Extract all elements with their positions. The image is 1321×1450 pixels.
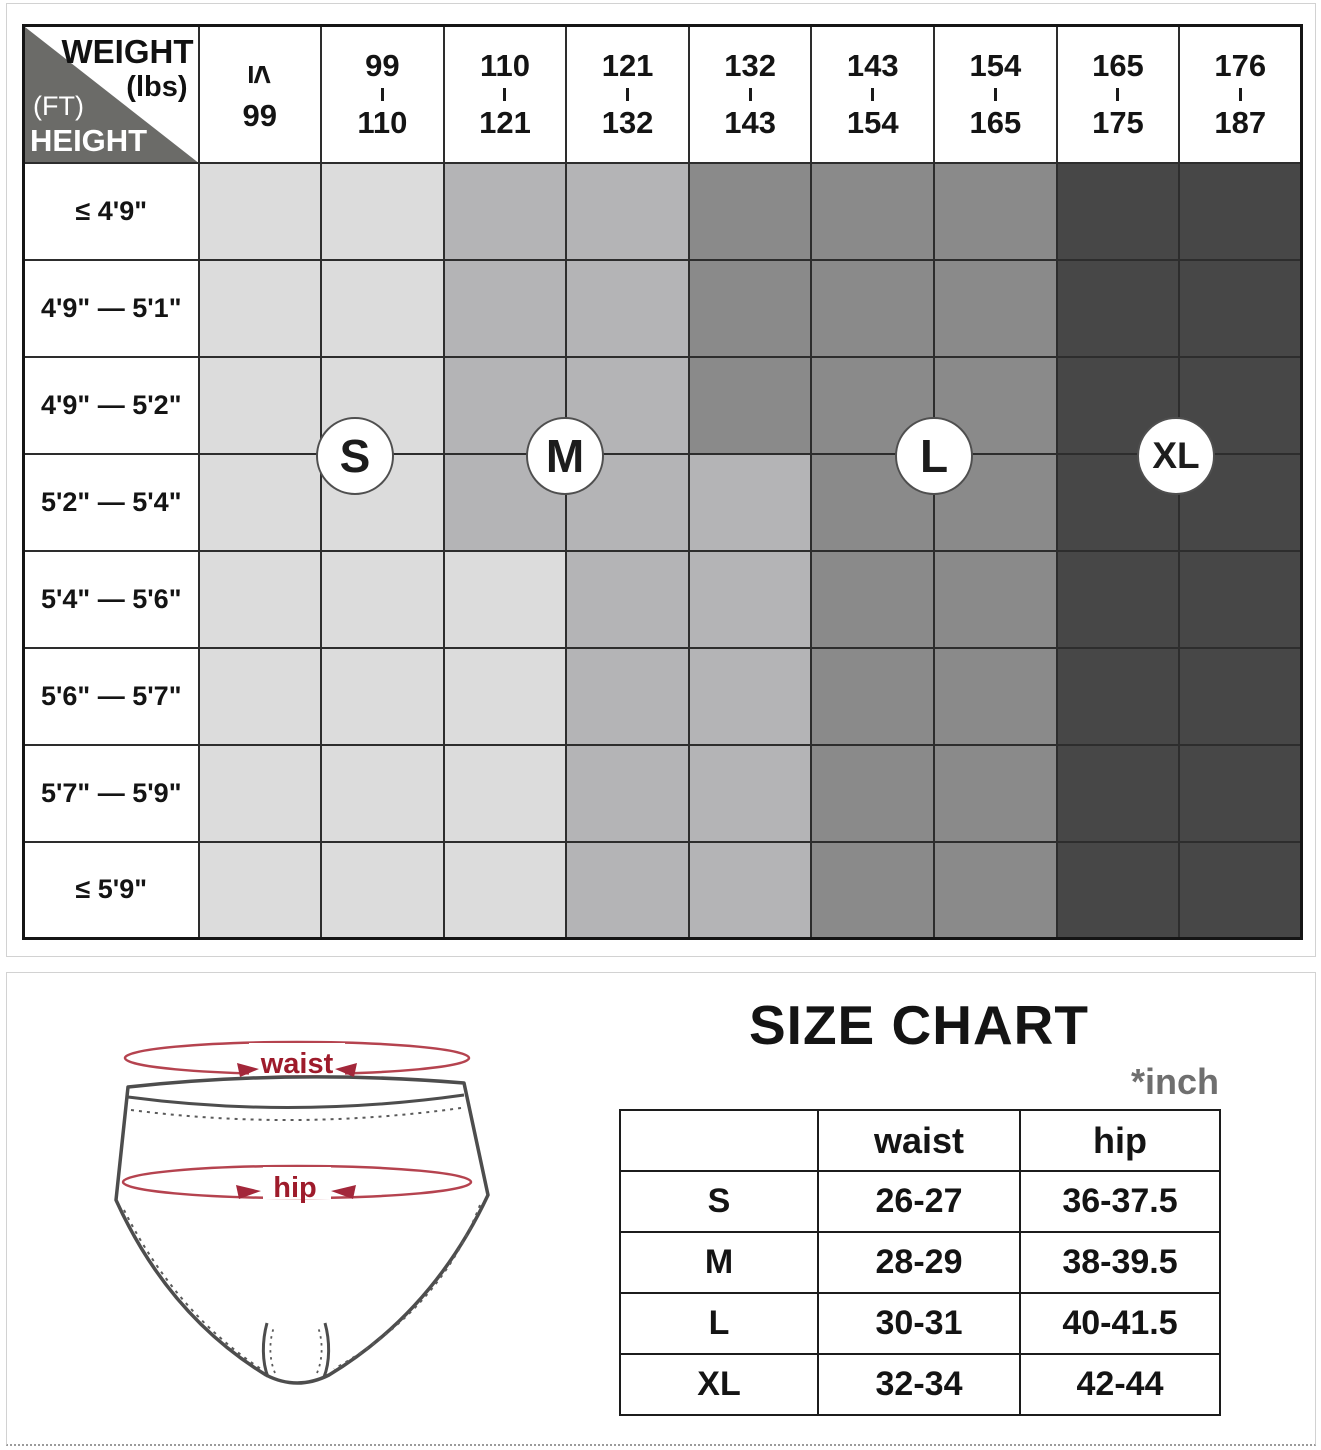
grid-cell-size-M [566, 163, 689, 260]
column-header-blank [620, 1110, 818, 1171]
grid-cell-size-S [444, 551, 567, 648]
weight-header-row [24, 26, 1302, 163]
range-dash [381, 88, 384, 101]
size-marker-L: L [895, 417, 973, 495]
weight-range-high: 187 [1214, 104, 1267, 140]
grid-cell-size-S [321, 648, 444, 745]
weight-column-header-1 [199, 26, 322, 163]
size-row-XL [620, 1354, 1220, 1415]
brief-outline [116, 1077, 488, 1383]
weight-column-header-4 [566, 26, 689, 163]
grid-cell-size-S [444, 745, 567, 842]
waist-value: 30-31 [818, 1293, 1020, 1354]
grid-cell-size-M [444, 260, 567, 357]
height-axis-label: HEIGHT [30, 122, 148, 158]
grid-cell-size-S [199, 551, 322, 648]
grid-cell-size-L [811, 260, 934, 357]
grid-cell-size-XL [1057, 648, 1180, 745]
grid-cell-size-S [199, 745, 322, 842]
size-marker-XL: XL [1137, 417, 1215, 495]
waist-value: 26-27 [818, 1171, 1020, 1232]
grid-cell-size-XL [1179, 163, 1302, 260]
height-row-header: ≤ 4'9" [24, 163, 199, 260]
grid-cell-size-S [321, 260, 444, 357]
column-header-waist: waist [818, 1110, 1020, 1171]
range-dash [1239, 88, 1242, 101]
height-row-1 [24, 163, 1302, 260]
grid-cell-size-L [934, 745, 1057, 842]
grid-cell-size-M [689, 454, 812, 551]
grid-cell-size-S [199, 648, 322, 745]
size-label: S [620, 1171, 818, 1232]
height-axis-unit: (FT) [33, 91, 84, 121]
grid-cell-size-XL [1179, 551, 1302, 648]
hip-value: 40-41.5 [1020, 1293, 1220, 1354]
grid-cell-size-L [811, 648, 934, 745]
weight-column-header-3 [444, 26, 567, 163]
grid-cell-size-XL [1179, 745, 1302, 842]
weight-range-low: 143 [846, 47, 899, 83]
grid-cell-size-S [321, 163, 444, 260]
weight-range-low: 165 [1092, 47, 1144, 83]
weight-range-high: 175 [1092, 104, 1144, 140]
size-label: M [620, 1232, 818, 1293]
underwear-diagram [91, 1025, 531, 1415]
grid-cell-size-XL [1057, 745, 1180, 842]
height-row-header: ≤ 5'9" [24, 842, 199, 939]
leq-symbol: ≤ [241, 64, 280, 84]
weight-column-header-7 [934, 26, 1057, 163]
size-chart-panel [6, 972, 1316, 1446]
weight-range-low: 99 [365, 47, 400, 83]
grid-cell-size-S [321, 745, 444, 842]
height-row-2 [24, 260, 1302, 357]
measurement-table [619, 1109, 1221, 1416]
range-dash [626, 88, 629, 101]
grid-cell-size-L [811, 163, 934, 260]
grid-cell-size-M [566, 260, 689, 357]
weight-range-low: 176 [1214, 47, 1267, 83]
weight-range-high: 154 [846, 104, 899, 140]
waist-value: 28-29 [818, 1232, 1020, 1293]
size-label: XL [620, 1354, 818, 1415]
grid-cell-size-L [934, 551, 1057, 648]
grid-cell-size-M [566, 745, 689, 842]
weight-range-high: 99 [242, 97, 278, 133]
grid-cell-size-XL [1179, 648, 1302, 745]
grid-cell-size-M [689, 551, 812, 648]
grid-cell-size-S [199, 163, 322, 260]
height-row-header: 5'6" — 5'7" [24, 648, 199, 745]
grid-cell-size-M [566, 648, 689, 745]
height-row-4 [24, 454, 1302, 551]
weight-axis-unit: (lbs) [126, 71, 188, 103]
measurement-header-row [620, 1110, 1220, 1171]
grid-cell-size-S [321, 842, 444, 939]
waist-value: 32-34 [818, 1354, 1020, 1415]
grid-cell-size-L [811, 551, 934, 648]
grid-cell-size-L [811, 842, 934, 939]
range-dash [503, 88, 506, 101]
height-row-3 [24, 357, 1302, 454]
hip-label: hip [273, 1172, 317, 1204]
grid-cell-size-M [689, 745, 812, 842]
size-marker-S: S [316, 417, 394, 495]
range-dash [994, 88, 997, 101]
size-marker-M: M [526, 417, 604, 495]
weight-range-low: 154 [969, 47, 1022, 83]
grid-cell-size-S [444, 842, 567, 939]
grid-cell-size-XL [1179, 260, 1302, 357]
weight-range-high: 110 [357, 104, 408, 140]
range-dash [749, 88, 752, 101]
grid-cell-size-S [199, 842, 322, 939]
size-label: L [620, 1293, 818, 1354]
grid-cell-size-S [444, 648, 567, 745]
grid-cell-size-L [811, 745, 934, 842]
grid-cell-size-S [199, 357, 322, 454]
height-weight-table [22, 24, 1303, 940]
grid-cell-size-XL [1057, 163, 1180, 260]
grid-cell-size-S [199, 260, 322, 357]
grid-cell-size-L [934, 842, 1057, 939]
grid-cell-size-L [689, 260, 812, 357]
weight-column-header-6 [811, 26, 934, 163]
height-row-header: 5'2" — 5'4" [24, 454, 199, 551]
grid-cell-size-M [444, 163, 567, 260]
weight-range-high: 165 [969, 104, 1022, 140]
weight-column-header-5 [689, 26, 812, 163]
grid-cell-size-S [321, 551, 444, 648]
weight-column-header-2 [321, 26, 444, 163]
grid-cell-size-M [566, 842, 689, 939]
hip-value: 42-44 [1020, 1354, 1220, 1415]
weight-range-low: 121 [601, 47, 654, 83]
grid-cell-size-S [199, 454, 322, 551]
grid-cell-size-XL [1057, 842, 1180, 939]
column-header-hip: hip [1020, 1110, 1220, 1171]
grid-cell-size-XL [1057, 260, 1180, 357]
waist-label: waist [260, 1048, 334, 1080]
weight-range-high: 143 [724, 104, 777, 140]
hip-value: 36-37.5 [1020, 1171, 1220, 1232]
hip-value: 38-39.5 [1020, 1232, 1220, 1293]
height-row-7 [24, 745, 1302, 842]
grid-cell-size-M [689, 648, 812, 745]
grid-cell-size-L [934, 260, 1057, 357]
grid-cell-size-L [934, 648, 1057, 745]
height-row-8 [24, 842, 1302, 939]
height-row-header: 4'9" — 5'2" [24, 357, 199, 454]
grid-cell-size-M [689, 842, 812, 939]
height-row-header: 5'4" — 5'6" [24, 551, 199, 648]
weight-column-header-9 [1179, 26, 1302, 163]
weight-range-low: 110 [479, 47, 530, 83]
size-chart-title: SIZE CHART [749, 994, 1089, 1056]
size-row-M [620, 1232, 1220, 1293]
grid-cell-size-M [566, 551, 689, 648]
range-dash [871, 88, 874, 101]
unit-note: *inch [1130, 1061, 1219, 1102]
height-row-header: 4'9" — 5'1" [24, 260, 199, 357]
height-row-6 [24, 648, 1302, 745]
grid-cell-size-L [689, 357, 812, 454]
corner-header-cell [24, 26, 199, 163]
grid-cell-size-L [689, 163, 812, 260]
weight-range-high: 132 [601, 104, 654, 140]
height-row-5 [24, 551, 1302, 648]
height-weight-panel [6, 3, 1316, 957]
grid-cell-size-L [934, 163, 1057, 260]
size-row-L [620, 1293, 1220, 1354]
range-dash [1116, 88, 1119, 101]
size-row-S [620, 1171, 1220, 1232]
weight-axis-label: WEIGHT [61, 33, 194, 70]
weight-range-high: 121 [479, 104, 531, 140]
weight-column-header-8 [1057, 26, 1180, 163]
weight-range-low: 132 [724, 47, 777, 83]
grid-cell-size-XL [1057, 551, 1180, 648]
height-row-header: 5'7" — 5'9" [24, 745, 199, 842]
grid-cell-size-XL [1179, 842, 1302, 939]
